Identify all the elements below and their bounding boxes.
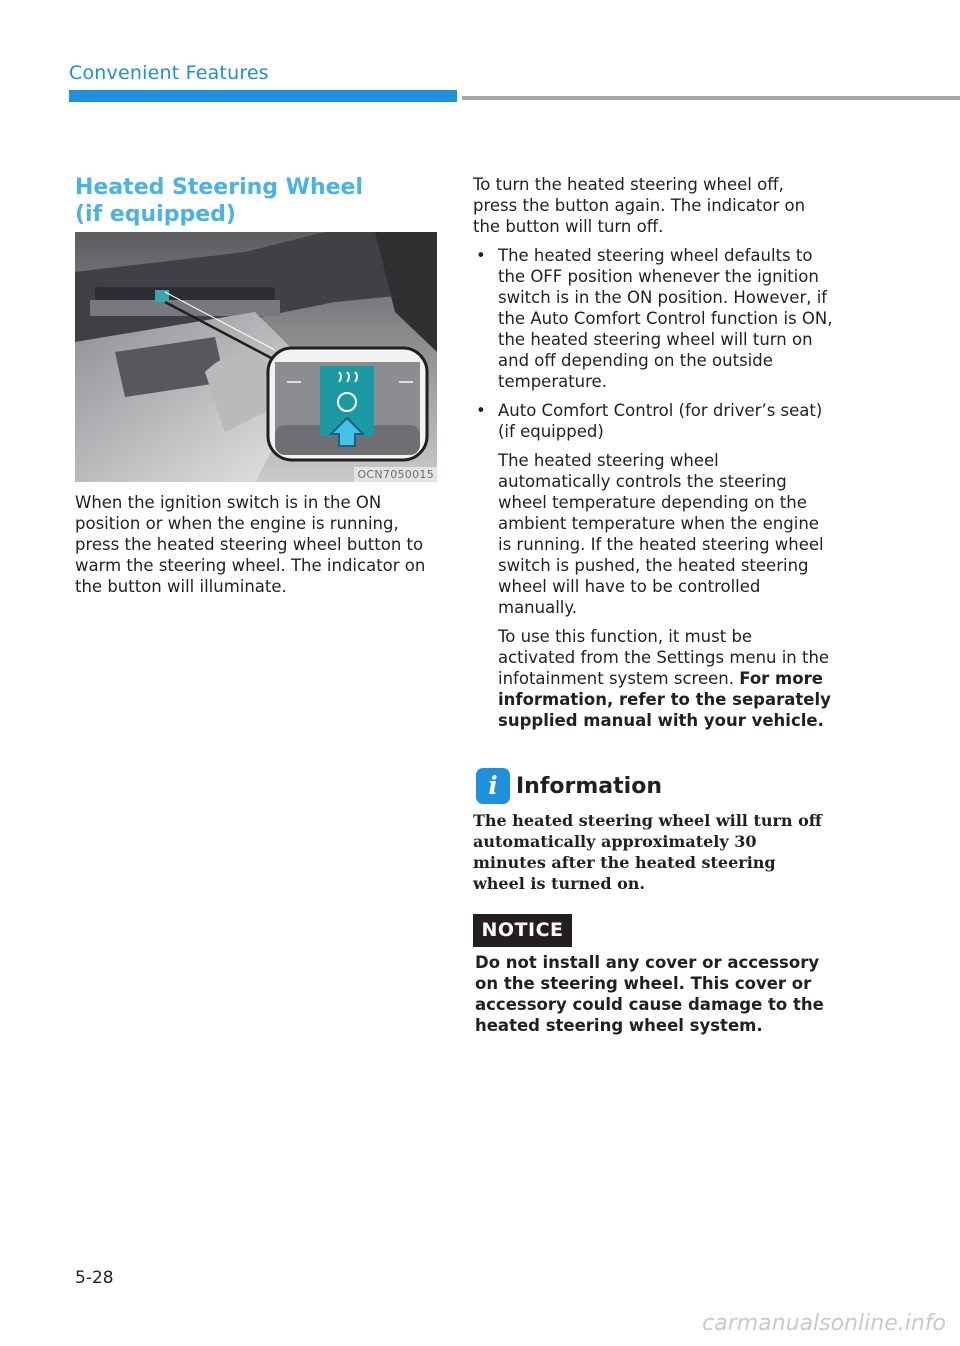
reference-note: For more information, refer to the separately supplied manual with your vehicle. [498, 669, 831, 730]
bullet-text: The heated steering wheel defaults to the OFF position whenever the ignition switch is in the ON position. However, if the Auto Comfort Control function is ON, the heated steering wheel will turn on and off depending on the outside temperature. [498, 246, 833, 391]
console-illustration [75, 232, 437, 482]
right-column [473, 174, 833, 731]
heated-steering-wheel-figure [75, 232, 437, 482]
list-item [473, 245, 833, 392]
information-text: The heated steering wheel will turn off automatically approximately 30 minutes after the heated steering wheel is turned on. [473, 811, 822, 893]
zoom-callout [268, 348, 427, 460]
figure-code: OCN7050015 [354, 467, 437, 482]
bullet-mark: • [476, 401, 486, 420]
heated-wheel-button-small [155, 290, 169, 302]
running-header: Convenient Features [69, 62, 269, 84]
notice-badge: NOTICE [473, 914, 572, 947]
list-item [473, 400, 833, 731]
section-title: Heated Steering Wheel (if equipped) [75, 175, 363, 227]
header-rule-accent [69, 90, 457, 102]
bullet-mark: • [476, 246, 486, 265]
bullet-subparagraph [498, 626, 833, 731]
bullet-subparagraph: The heated steering wheel automatically controls the steering wheel temperature depending on the ambient temperature when the engine is running. If the heated steering wheel switch is pushed, the heated steering wheel will have to be controlled manually. [498, 451, 824, 617]
header-rule [462, 96, 960, 100]
bullet-subparagraph-text: To use this function, it must be activated from the Settings menu in the infotainment system screen. [498, 627, 830, 688]
intro-paragraph: To turn the heated steering wheel off, press the button again. The indicator on the button will turn off. [473, 175, 806, 236]
info-icon: i [476, 768, 510, 804]
information-heading: Information [516, 774, 662, 799]
page-number: 5-28 [75, 1268, 114, 1288]
watermark: carmanualsonline.info [702, 1311, 946, 1336]
bullet-text: Auto Comfort Control (for driver’s seat) (if equipped) [498, 401, 823, 441]
left-paragraph: When the ignition switch is in the ON position or when the engine is running, press the heated steering wheel button to warm the steering wheel. The indicator on the button will illuminate. [75, 493, 426, 596]
notice-text: Do not install any cover or accessory on the steering wheel. This cover or accessory could cause damage to the heated steering wheel system. [475, 953, 824, 1035]
